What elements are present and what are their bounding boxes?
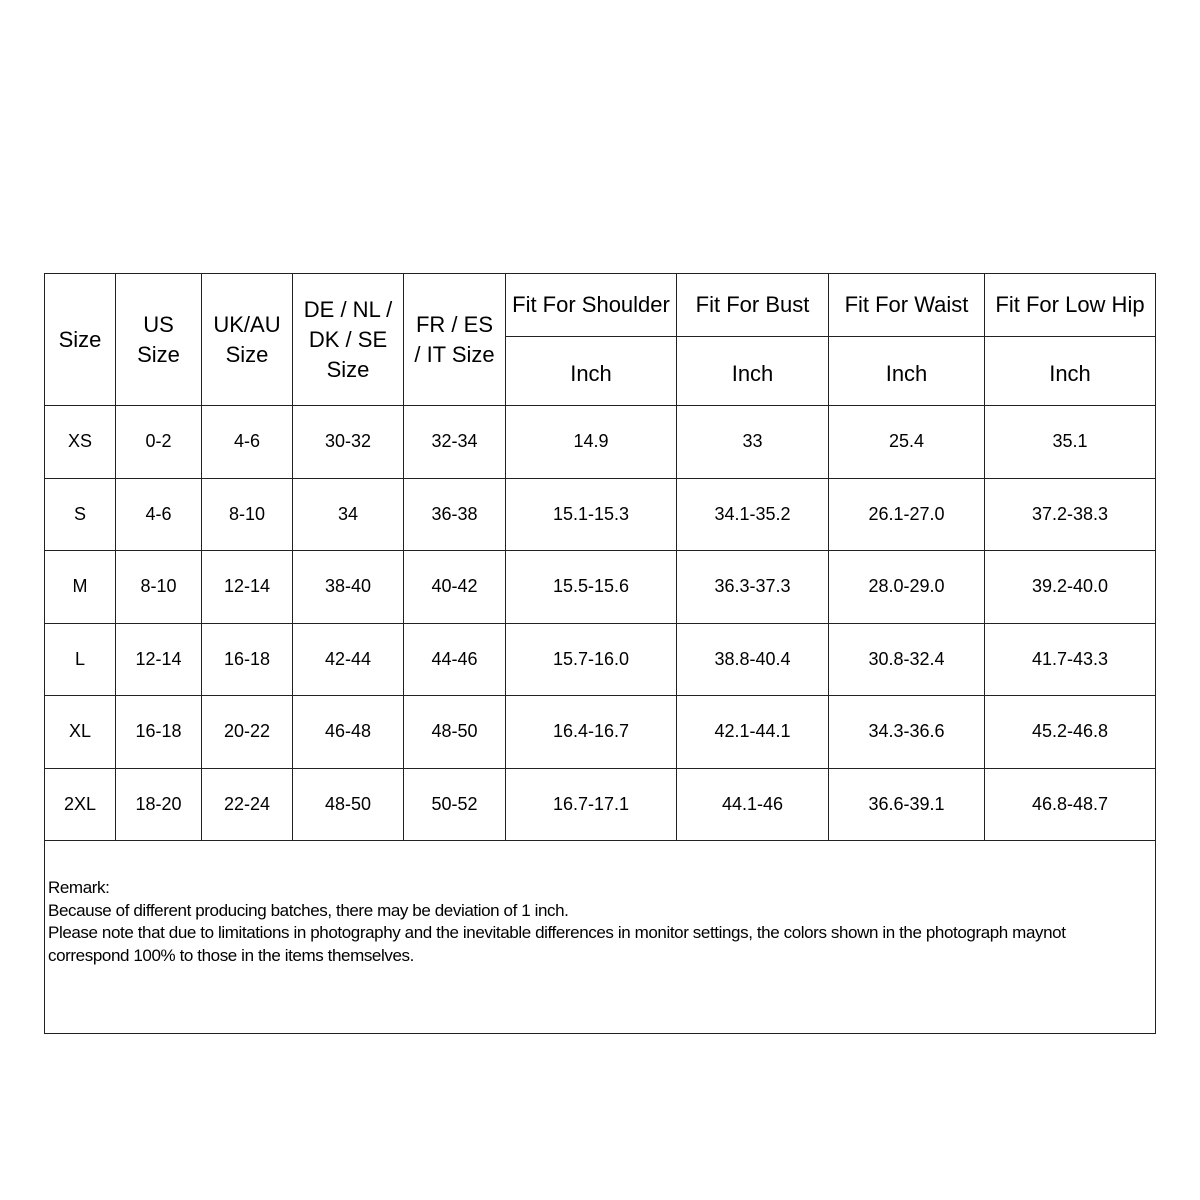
cell-uk: 8-10 bbox=[202, 478, 293, 551]
cell-size: M bbox=[45, 551, 116, 624]
remark-line-3: correspond 100% to those in the items themselves. bbox=[48, 945, 414, 965]
cell-us: 0-2 bbox=[116, 406, 202, 479]
header-us-line-2: Size bbox=[137, 341, 180, 367]
cell-size: L bbox=[45, 623, 116, 696]
unit-bust: Inch bbox=[677, 337, 829, 406]
cell-shoulder: 14.9 bbox=[506, 406, 677, 479]
table-row bbox=[45, 551, 1156, 624]
header-uk-size bbox=[202, 274, 293, 406]
cell-de: 38-40 bbox=[293, 551, 404, 624]
cell-low-hip: 37.2-38.3 bbox=[985, 478, 1156, 551]
remark-line-2: Please note that due to limitations in photography and the inevitable differences in monitor settings, the colors shown in the photograph maynot bbox=[48, 923, 1066, 942]
cell-fr: 48-50 bbox=[404, 696, 506, 769]
table-row bbox=[45, 696, 1156, 769]
table-row bbox=[45, 768, 1156, 841]
cell-bust: 42.1-44.1 bbox=[677, 696, 829, 769]
cell-uk: 16-18 bbox=[202, 623, 293, 696]
cell-size: XS bbox=[45, 406, 116, 479]
cell-size: XL bbox=[45, 696, 116, 769]
table-row bbox=[45, 406, 1156, 479]
header-us-line-1: US bbox=[143, 311, 174, 337]
header-low-hip: Fit For Low Hip bbox=[985, 274, 1156, 337]
cell-fr: 44-46 bbox=[404, 623, 506, 696]
cell-us: 12-14 bbox=[116, 623, 202, 696]
header-waist: Fit For Waist bbox=[829, 274, 985, 337]
cell-shoulder: 16.7-17.1 bbox=[506, 768, 677, 841]
cell-bust: 34.1-35.2 bbox=[677, 478, 829, 551]
header-shoulder: Fit For Shoulder bbox=[506, 274, 677, 337]
cell-us: 18-20 bbox=[116, 768, 202, 841]
cell-fr: 36-38 bbox=[404, 478, 506, 551]
table-row bbox=[45, 623, 1156, 696]
header-de-line-1: DE / NL / bbox=[303, 296, 393, 322]
header-row bbox=[45, 274, 1156, 337]
cell-fr: 32-34 bbox=[404, 406, 506, 479]
cell-size: S bbox=[45, 478, 116, 551]
cell-de: 34 bbox=[293, 478, 404, 551]
cell-waist: 28.0-29.0 bbox=[829, 551, 985, 624]
remark-line-1: Because of different producing batches, there may be deviation of 1 inch. bbox=[48, 900, 569, 920]
cell-shoulder: 16.4-16.7 bbox=[506, 696, 677, 769]
cell-uk: 4-6 bbox=[202, 406, 293, 479]
cell-bust: 36.3-37.3 bbox=[677, 551, 829, 624]
cell-shoulder: 15.1-15.3 bbox=[506, 478, 677, 551]
table-row bbox=[45, 478, 1156, 551]
cell-size: 2XL bbox=[45, 768, 116, 841]
header-fr-line-1: FR / ES bbox=[415, 311, 493, 337]
remark-title: Remark: bbox=[48, 878, 110, 897]
cell-waist: 25.4 bbox=[829, 406, 985, 479]
cell-shoulder: 15.7-16.0 bbox=[506, 623, 677, 696]
remark-box bbox=[45, 841, 1156, 1034]
cell-us: 4-6 bbox=[116, 478, 202, 551]
cell-waist: 36.6-39.1 bbox=[829, 768, 985, 841]
cell-low-hip: 41.7-43.3 bbox=[985, 623, 1156, 696]
cell-low-hip: 39.2-40.0 bbox=[985, 551, 1156, 624]
cell-shoulder: 15.5-15.6 bbox=[506, 551, 677, 624]
cell-us: 16-18 bbox=[116, 696, 202, 769]
cell-fr: 40-42 bbox=[404, 551, 506, 624]
header-size-label: Size bbox=[58, 326, 102, 352]
cell-low-hip: 45.2-46.8 bbox=[985, 696, 1156, 769]
size-chart-table bbox=[44, 273, 1156, 1034]
cell-de: 46-48 bbox=[293, 696, 404, 769]
header-de-size bbox=[293, 274, 404, 406]
header-uk-line-1: UK/AU bbox=[213, 311, 281, 337]
header-us-size bbox=[116, 274, 202, 406]
cell-bust: 33 bbox=[677, 406, 829, 479]
cell-waist: 34.3-36.6 bbox=[829, 696, 985, 769]
remark-row bbox=[45, 841, 1156, 1034]
cell-fr: 50-52 bbox=[404, 768, 506, 841]
cell-de: 30-32 bbox=[293, 406, 404, 479]
header-size bbox=[45, 274, 116, 406]
cell-uk: 12-14 bbox=[202, 551, 293, 624]
cell-low-hip: 46.8-48.7 bbox=[985, 768, 1156, 841]
cell-uk: 20-22 bbox=[202, 696, 293, 769]
cell-de: 42-44 bbox=[293, 623, 404, 696]
cell-low-hip: 35.1 bbox=[985, 406, 1156, 479]
cell-bust: 44.1-46 bbox=[677, 768, 829, 841]
header-uk-line-2: Size bbox=[225, 341, 269, 367]
cell-bust: 38.8-40.4 bbox=[677, 623, 829, 696]
cell-us: 8-10 bbox=[116, 551, 202, 624]
cell-uk: 22-24 bbox=[202, 768, 293, 841]
header-fr-size bbox=[404, 274, 506, 406]
header-bust: Fit For Bust bbox=[677, 274, 829, 337]
cell-de: 48-50 bbox=[293, 768, 404, 841]
header-de-line-2: DK / SE bbox=[308, 326, 388, 352]
header-de-line-3: Size bbox=[326, 356, 370, 382]
unit-low-hip: Inch bbox=[985, 337, 1156, 406]
header-fr-line-2: / IT Size bbox=[414, 341, 495, 367]
unit-shoulder: Inch bbox=[506, 337, 677, 406]
cell-waist: 30.8-32.4 bbox=[829, 623, 985, 696]
cell-waist: 26.1-27.0 bbox=[829, 478, 985, 551]
unit-waist: Inch bbox=[829, 337, 985, 406]
